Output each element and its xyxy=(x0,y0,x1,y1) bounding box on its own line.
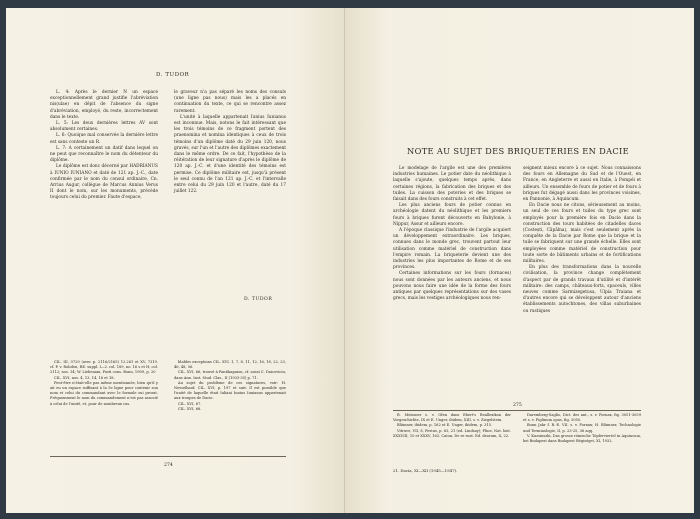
paragraph: Le modelage de l'argile est une des premières industries humaines. Le potier date du néolithique à laquelle s'ajoute, quelques temps après, dans certaines régions, la fabrication des briques et des tuiles. La cuisson des poteries et des briques se faisait dans des fours construits à cet effet. xyxy=(393,166,511,203)
running-head: D. TUDOR xyxy=(156,72,190,78)
paragraph: En Dacie nous ne citons, sérieusement au moins, un seul de ces fours et tuiles du type grec sont employés pour la première fois en Dacie dans la construction des tours habitées de citadelles daces (Costești, Căpâlna), mais c'est seulement après la conquête de la Dacie par Rome que la brique et la tuile se fabriquent sur une grande échelle. Elles sont employées comme matériel de construction pour toute sorte de bâtiments urbains et de fortifications militaires. xyxy=(523,203,641,265)
paragraph: L'unité à laquelle appartenait Iunius Iunianus est inconnue. Mais, notons le fait intéressant que les trois témoins de ce fragment portent des praenomina et nomina identiques à ceux de trois témoins d'un diplôme daté du 29 juin 120, nous gravés, sur l'un et l'autre des diplômes exactement dans le même ordre. De ce fait, l'hypothèse de la réitération de leur signature d'après le diplôme de 120 ap. J.-C. et d'une identité des témoins est permise. Ce diplôme militaire est, jusqu'à présent le seul connu de l'an 121 ap. J.-C. et l'intervalle entre celui du 29 juin 120 et l'autre, daté du 17 juillet 122. xyxy=(174,114,286,195)
left-footnotes-column-1 xyxy=(50,360,158,407)
footnote-rule xyxy=(393,410,641,411)
author-signature: D. TUDOR xyxy=(244,297,273,302)
footnote: Vitruve, VII, 8, Festus, p. 83, 21 (ed. Lindsay); Pline, Nat. hist. XXXVIII, 10 et XXXV, 163. Caton, De re rust. Ed. deorum, X, 22. xyxy=(393,428,511,438)
footnote: CIL. XVI, 66, trouvé à Pantikapaion, cf. aussi C. Daicoviciu, dans Ann. Inst. Stud. Clas., II (1933-35) p. 71. xyxy=(174,370,286,380)
right-footnotes-column-2 xyxy=(523,413,641,444)
footnote: CIL. XVI, nos. 4, 13, 14, 16 et 18. xyxy=(54,375,115,380)
footnote: CIL. XVI, 68. xyxy=(178,406,202,411)
footnote: R. Meissner s. v. Ofen dans Ebert's Reallexikon der Vorgeschichte, IX et E. Unger, ibidem, XIII, s. v. Ziegelstein. xyxy=(393,413,511,423)
footnote: Bonn Jahr f. R.-E. VII, s. v. Fornax; H. Blümner, Technologie und Terminologie, II, p. 23-25, 36 aqq. xyxy=(523,423,641,433)
footnote-rule xyxy=(50,456,286,457)
footnote: CIL. III, 9729 (avec p. 2116/2165) 12.261 et XV, 7319. cf. P. v. Rohden, RE. suppl. I—2. col. 189, no. 16 s et H, col. 2112; nos. 34; W. Liebenam, Fasti cons. Bonn, 1909, p. 20 xyxy=(50,360,158,375)
paragraph: Les plus anciens fours de potier connus en archéologie datent du néolithique et les premiers fours à briques furent découverts en Babylonie, à Nippur, Assur et ailleurs encore. xyxy=(393,203,511,227)
footnote: Au sujet du problème de ces signatures, voir: H. Nesselhauf, CIL. XVI, p. 197 et suiv. Il est possible que l'unité de laquelle était Iuliani Iunius Iunianus appartenait aux troupes de Dacie. xyxy=(174,380,286,401)
journal-footer: 21. Dacia, XI—XII (1945—1947). xyxy=(393,468,458,473)
left-text-column-2 xyxy=(174,90,286,195)
page-number: 275 xyxy=(513,403,522,408)
left-text-column-1 xyxy=(50,90,158,202)
footnote: Peut-être n'était-elle pas même mentionnée, bien qu'il y ait eu un espace suffisant à la 5e ligne pour contenir son nom et celui du commandant avec le formule sui prorat. Fréquemment le nom du commandement n'est pas associé à celui de l'unité, et, pour de nombreux cas. xyxy=(50,380,158,406)
paragraph: le graveur n'a pas séparé les noms des consuls (une ligne pas nous) mais les a placés en continuation du texte, ce qui se rencontre assez rarement. xyxy=(174,90,286,114)
paragraph: Le diplôme est donc décerné par HADRIANUS à IUNIO IUNIANO et daté de 121 ap. J.-C., date confirmée par le nom du consul ordinaire, Cn. Arrius Augur, collègue de Marcus Annius Verus II dont le nom, sur les monuments, précède toujours celui du premier. Faute d'espace, xyxy=(50,164,158,201)
footnote: V. Kuzsinszki, Das grosse römische Töpferviertel in Aquincum, bei Budapest dans Budapest Régiségei, XI, 1932. xyxy=(523,433,641,444)
article-title: NOTE AU SUJET DES BRIQUETERIES EN DACIE xyxy=(407,146,629,156)
footnote: blables exceptions CIL. XVI, 1, 7, 8, 11, 12, 16, 18, 22, 23, 46, 48, 56. xyxy=(174,360,286,370)
page-number: 274 xyxy=(164,463,173,468)
footnote: CIL. XVI, 67. xyxy=(178,401,202,406)
paragraph: L. 6: Quoique mal conservée la dernière lettre est sans conteste un R. xyxy=(50,133,158,145)
left-page xyxy=(6,8,345,513)
paragraph: L. 4: Après le dernier N un espace exceptionnellement grand justifie l'abréviation nis(ulae) en dépit de l'absence du signe d'abréviation, employé, du reste, incorrectement dans le texte. xyxy=(50,90,158,120)
right-text-column-2 xyxy=(523,166,641,315)
paragraph: En plus des transformations dans la nouvelle civilisation, la province change complètement d'aspect par de grands travaux d'utilité et d'intérêt militaire: des camps, châteaux-forts, spaceuls, villes neuves comme Sarmizegetusa, Ulpia Traiana et d'autres encore qui se développent autour d'anciens établissements autochtones, des villas suburbaines ou rustiques xyxy=(523,265,641,314)
paragraph: L. 7: A certainement un datif dans lequel on ne peut que reconnaître le nom du détenteur du diplôme. xyxy=(50,145,158,164)
paragraph: Certaines informations sur les fours (fornaces) nous sont données par les auteurs anciens, et nous pouvons nous faire une idée de la forme des fours antiques par quelques représentations sur des vases grecs, mais les vestiges archéologiques nous ren- xyxy=(393,271,511,302)
left-footnotes-column-2 xyxy=(174,360,286,412)
paragraph: A l'époque classique l'industrie de l'argile acquiert un développement extraordinaire. Les briques, connues dans le monde grec, trouvent partout leur utilisation comme matériel de construction dans l'empire romain. La briqueterie devient une des industries les plus importantes de Rome et de ses provinces. xyxy=(393,228,511,271)
paragraph: L. 5: Les deux dernières lettres AV sont absolument certaines. xyxy=(50,121,158,133)
right-text-column-1 xyxy=(393,166,511,302)
footnote: Daremberg-Saglio, Dict. des ant., s. v. Fornax, fig. 3051-3059 et s. v. Figlinum opus, fig. 3050. xyxy=(523,413,641,423)
right-page xyxy=(345,8,694,513)
footnote: Blümner, ibidem, p. 162 et E. Unger, ibidem, p. 315. xyxy=(397,423,493,428)
right-footnotes-column-1 xyxy=(393,413,511,439)
paragraph: seignent mieux encore à ce sujet. Nous connaissons des fours en Allemagne du Sud et de l'Ouest, en France, en Angleterre et aussi en Italie, à Pompéi et ailleurs. Un ensemble de fours de potier et de fours à briques fut dégagé aussi dans les provinces voisines, en Pannonie, à Aquincum. xyxy=(523,166,641,203)
